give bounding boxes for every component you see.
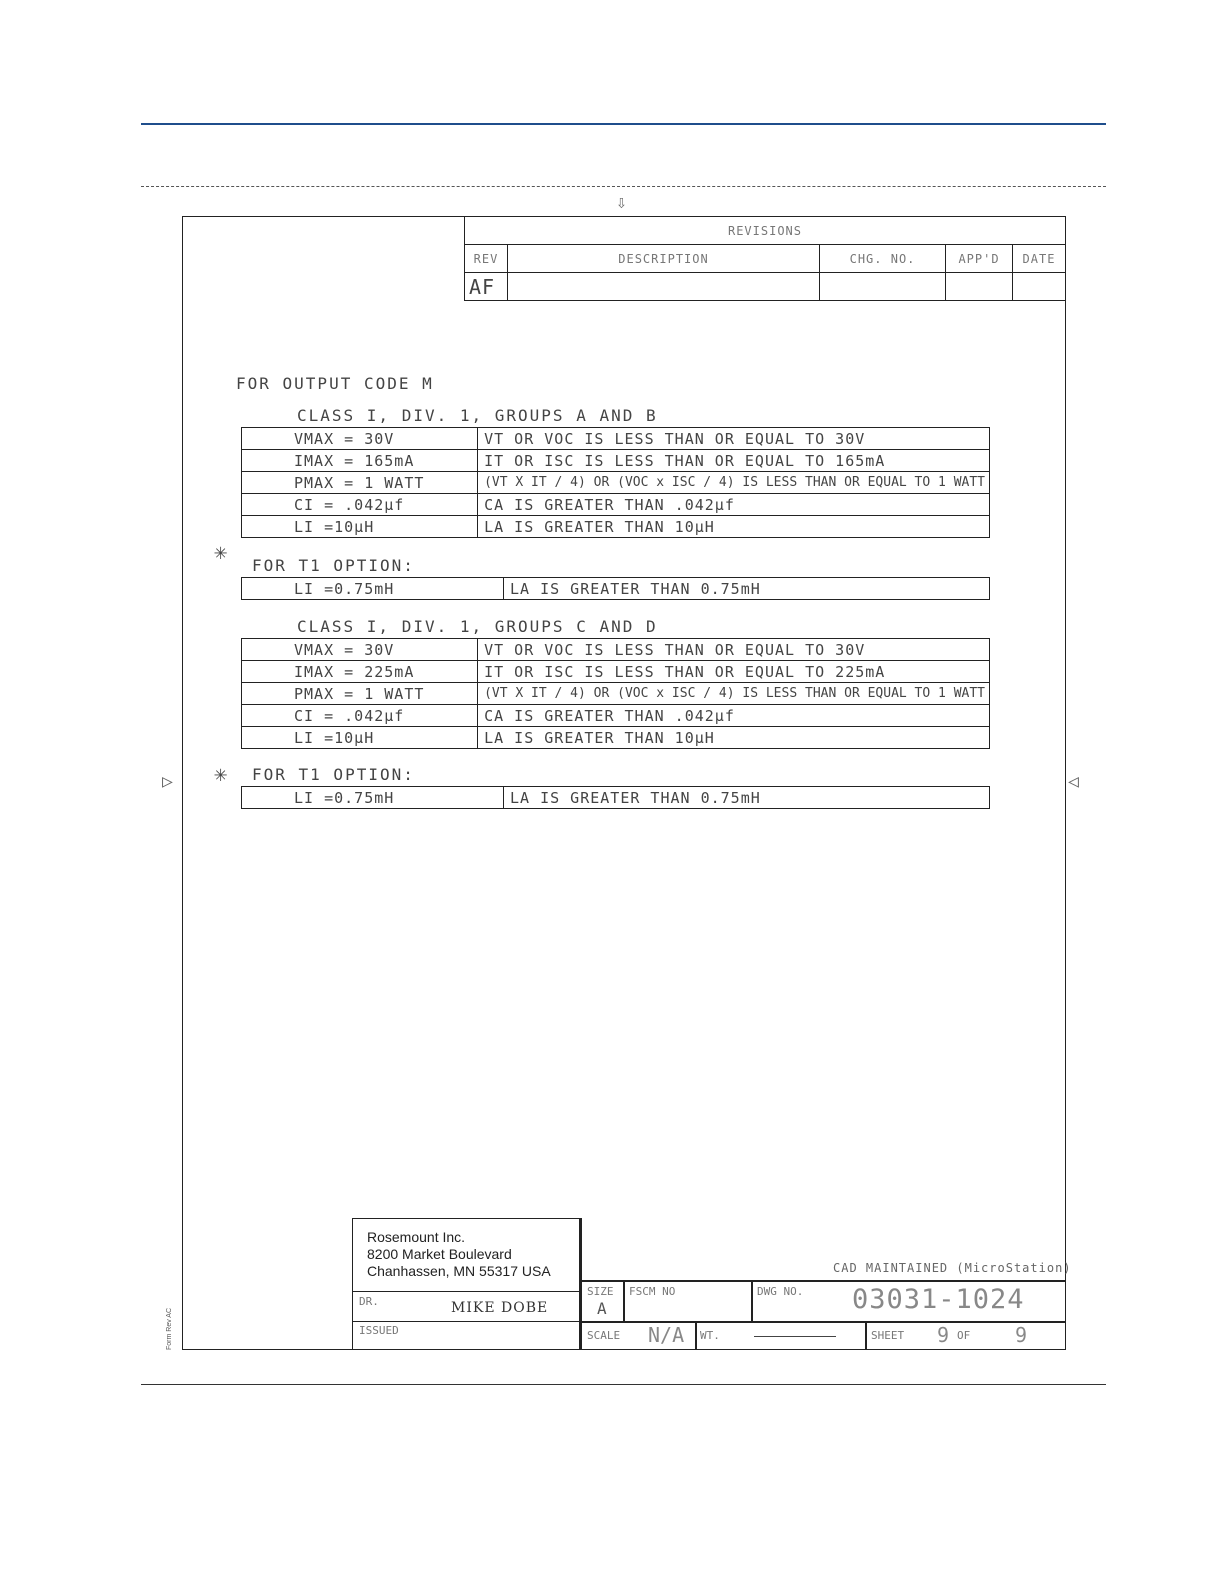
wt-blank-line [754,1336,836,1337]
asterisk-icon: ✳ [214,762,228,787]
company-name: Rosemount Inc. [367,1229,466,1245]
title-block-rule [695,1321,697,1350]
scale-value: N/A [648,1323,685,1347]
date-header: DATE [1013,245,1066,273]
wt-label: WT. [700,1329,720,1342]
revisions-table [464,216,1066,301]
dashed-rule [141,186,1106,187]
chg-no-header: CHG. NO. [820,245,946,273]
param-cell: LI =10µH [242,727,478,749]
table-row [242,727,990,749]
param-cell: CI = .042µf [242,705,478,727]
left-center-arrow-icon: ▷ [162,771,173,792]
size-value: A [597,1299,607,1318]
entity-table [241,427,990,538]
condition-cell: LA IS GREATER THAN 0.75mH [504,787,990,809]
group-heading: CLASS I, DIV. 1, GROUPS C AND D [297,617,658,636]
condition-cell: LA IS GREATER THAN 10µH [478,516,990,538]
footer-rule [141,1384,1106,1385]
param-cell: VMAX = 30V [242,639,478,661]
dwg-label: DWG NO. [757,1285,804,1298]
top-center-arrow-icon: ⇩ [616,192,627,213]
option-table [241,786,990,809]
issued-label: ISSUED [359,1324,399,1337]
condition-cell: VT OR VOC IS LESS THAN OR EQUAL TO 30V [478,639,990,661]
param-cell: PMAX = 1 WATT [242,683,478,705]
condition-cell: (VT X IT / 4) OR (VOC x ISC / 4) IS LESS THAN OR EQUAL TO 1 WATT [478,683,990,705]
condition-cell: (VT X IT / 4) OR (VOC x ISC / 4) IS LESS THAN OR EQUAL TO 1 WATT [478,472,990,494]
table-row [242,578,990,600]
dr-value: MIKE DOBE [451,1300,549,1316]
form-rev-note: Form Rev AC [166,1307,173,1350]
param-cell: IMAX = 165mA [242,450,478,472]
title-block-rule [751,1280,753,1321]
table-row [242,428,990,450]
title-block-rule [580,1280,1066,1282]
group-heading: CLASS I, DIV. 1, GROUPS A AND B [297,406,658,425]
fscm-label: FSCM NO [629,1285,676,1298]
rev-header: REV [465,245,508,273]
size-label: SIZE [587,1285,614,1298]
dr-cell [352,1292,580,1322]
description-header: DESCRIPTION [508,245,820,273]
appd-value [946,273,1013,301]
section-title: FOR OUTPUT CODE M [236,374,434,393]
dr-label: DR. [359,1295,379,1308]
table-row [242,494,990,516]
condition-cell: IT OR ISC IS LESS THAN OR EQUAL TO 225mA [478,661,990,683]
param-cell: PMAX = 1 WATT [242,472,478,494]
table-row [242,516,990,538]
condition-cell: LA IS GREATER THAN 0.75mH [504,578,990,600]
condition-cell: CA IS GREATER THAN .042µf [478,494,990,516]
sheet-label: SHEET [871,1329,905,1342]
company-street: 8200 Market Boulevard [367,1246,512,1262]
table-row [242,787,990,809]
description-value [508,273,820,301]
option-table [241,577,990,600]
table-row [242,450,990,472]
chg-no-value [820,273,946,301]
of-label: OF [957,1329,971,1342]
dwg-number: 03031-1024 [852,1284,1025,1315]
of-value: 9 [1015,1323,1028,1347]
param-cell: LI =0.75mH [242,578,504,600]
param-cell: LI =10µH [242,516,478,538]
param-cell: CI = .042µf [242,494,478,516]
condition-cell: IT OR ISC IS LESS THAN OR EQUAL TO 165mA [478,450,990,472]
right-center-arrow-icon: ◁ [1068,771,1079,792]
table-row [242,683,990,705]
option-label: FOR T1 OPTION: [252,556,415,575]
company-address [352,1218,580,1292]
param-cell: IMAX = 225mA [242,661,478,683]
param-cell: LI =0.75mH [242,787,504,809]
entity-table [241,638,990,749]
table-row [242,661,990,683]
table-row [242,705,990,727]
title-block-rule [623,1280,625,1321]
revisions-title: REVISIONS [465,217,1066,245]
param-cell: VMAX = 30V [242,428,478,450]
rev-value: AF [465,273,508,301]
scale-label: SCALE [587,1329,621,1342]
condition-cell: CA IS GREATER THAN .042µf [478,705,990,727]
condition-cell: VT OR VOC IS LESS THAN OR EQUAL TO 30V [478,428,990,450]
sheet-value: 9 [937,1323,950,1347]
issued-cell [352,1321,580,1350]
company-city: Chanhassen, MN 55317 USA [367,1263,551,1279]
condition-cell: LA IS GREATER THAN 10µH [478,727,990,749]
cad-note: CAD MAINTAINED (MicroStation) [833,1261,1072,1275]
asterisk-icon: ✳ [214,540,228,565]
table-row [242,472,990,494]
header-rule [141,123,1106,125]
table-row [242,639,990,661]
title-block-rule [865,1321,867,1350]
option-label: FOR T1 OPTION: [252,765,415,784]
date-value [1013,273,1066,301]
appd-header: APP'D [946,245,1013,273]
title-block-rule [580,1218,582,1350]
